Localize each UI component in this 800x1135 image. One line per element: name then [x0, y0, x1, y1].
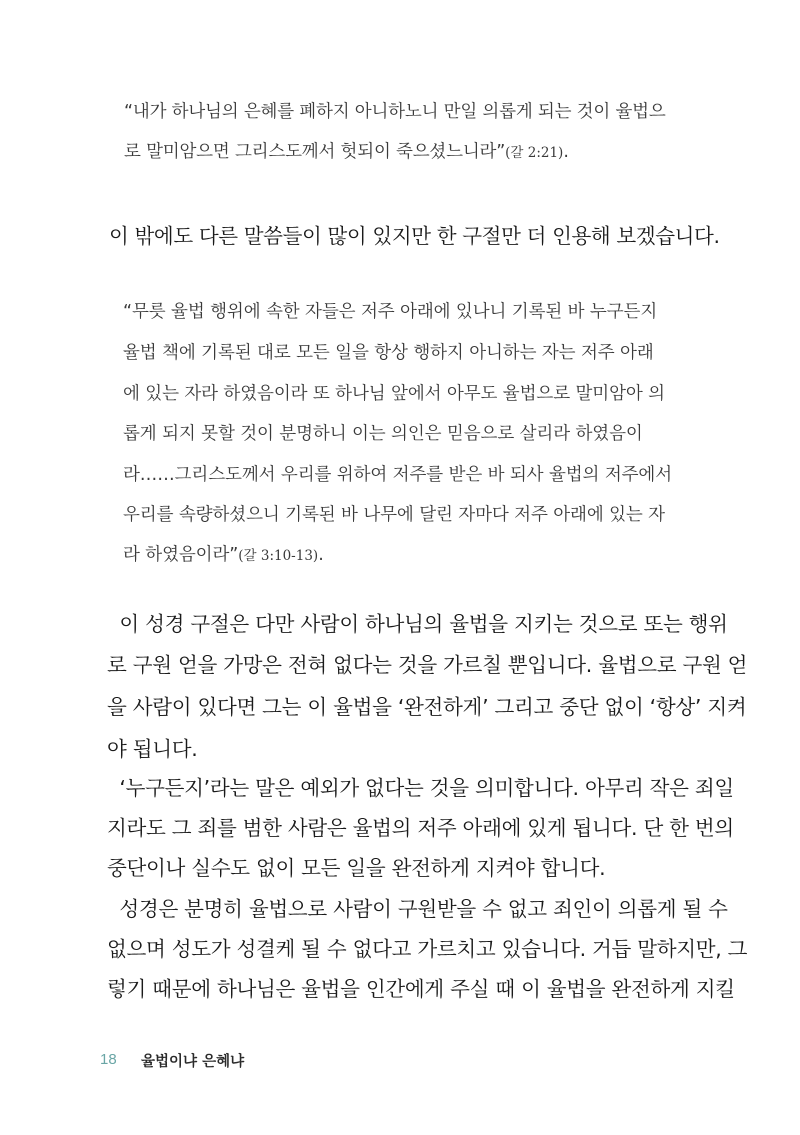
body-line-4: 야 됩니다. — [107, 737, 198, 761]
body-line-6: 지라도 그 죄를 범한 사람은 율법의 저주 아래에 있게 됩니다. 단 한 번의 — [107, 816, 734, 840]
body-line-7: 중단이나 실수도 없이 모든 일을 완전하게 지켜야 합니다. — [107, 856, 606, 880]
quote1-line-2 — [124, 144, 569, 162]
quote2-line-3: 에 있는 자라 하였음이라 또 하나님 앞에서 아무도 율법으로 말미암아 의 — [123, 384, 665, 404]
body-line-8: 성경은 분명히 율법으로 사람이 구원받을 수 없고 죄인이 의롭게 될 수 — [107, 897, 728, 921]
quote2-line-7 — [123, 547, 324, 565]
body-line-1: 이 성경 구절은 다만 사람이 하나님의 율법을 지키는 것으로 또는 행위 — [107, 612, 728, 636]
quote2-line-7-text: 라 하였음이라” — [123, 545, 239, 565]
body-line-9: 없으며 성도가 성결케 될 수 없다고 가르치고 있습니다. 거듭 말하지만, 그 — [107, 937, 748, 961]
quote2-line-5: 라……그리스도께서 우리를 위하여 저주를 받은 바 되사 율법의 저주에서 — [123, 465, 673, 485]
body-line-2: 로 구원 얻을 가망은 전혀 없다는 것을 가르칠 뿐입니다. 율법으로 구원 얻 — [107, 653, 748, 677]
running-footer-title: 율법이냐 은혜냐 — [141, 1054, 245, 1070]
page-number: 18 — [100, 1051, 117, 1068]
quote1-reference: (갈 2:21) — [505, 145, 564, 161]
quote1-line-1: “내가 하나님의 은혜를 폐하지 아니하노니 만일 의롭게 되는 것이 율법으 — [124, 102, 666, 122]
quote1-line-2-text: 로 말미암으면 그리스도께서 헛되이 죽으셨느니라” — [124, 142, 506, 162]
lead-sentence: 이 밖에도 다른 말씀들이 많이 있지만 한 구절만 더 인용해 보겠습니다. — [109, 224, 720, 248]
quote2-reference: (갈 3:10-13) — [238, 548, 319, 564]
quote2-line-2: 율법 책에 기록된 대로 모든 일을 항상 행하지 아니하는 자는 저주 아래 — [123, 343, 654, 363]
body-line-3: 을 사람이 있다면 그는 이 율법을 ‘완전하게’ 그리고 중단 없이 ‘항상’ 지켜 — [107, 695, 747, 719]
quote2-line-6: 우리를 속량하셨으니 기록된 바 나무에 달린 자마다 저주 아래에 있는 자 — [123, 505, 665, 525]
body-line-5: ‘누구든지’라는 말은 예외가 없다는 것을 의미합니다. 아무리 작은 죄일 — [107, 776, 734, 800]
quote2-line-4: 롭게 되지 못할 것이 분명하니 이는 의인은 믿음으로 살리라 하였음이 — [123, 424, 643, 444]
quote1-period: . — [563, 142, 569, 162]
quote2-line-1: “무릇 율법 행위에 속한 자들은 저주 아래에 있나니 기록된 바 누구든지 — [123, 302, 658, 322]
body-line-10: 렇기 때문에 하나님은 율법을 인간에게 주실 때 이 율법을 완전하게 지킬 — [107, 977, 735, 1001]
quote2-period: . — [318, 545, 324, 565]
